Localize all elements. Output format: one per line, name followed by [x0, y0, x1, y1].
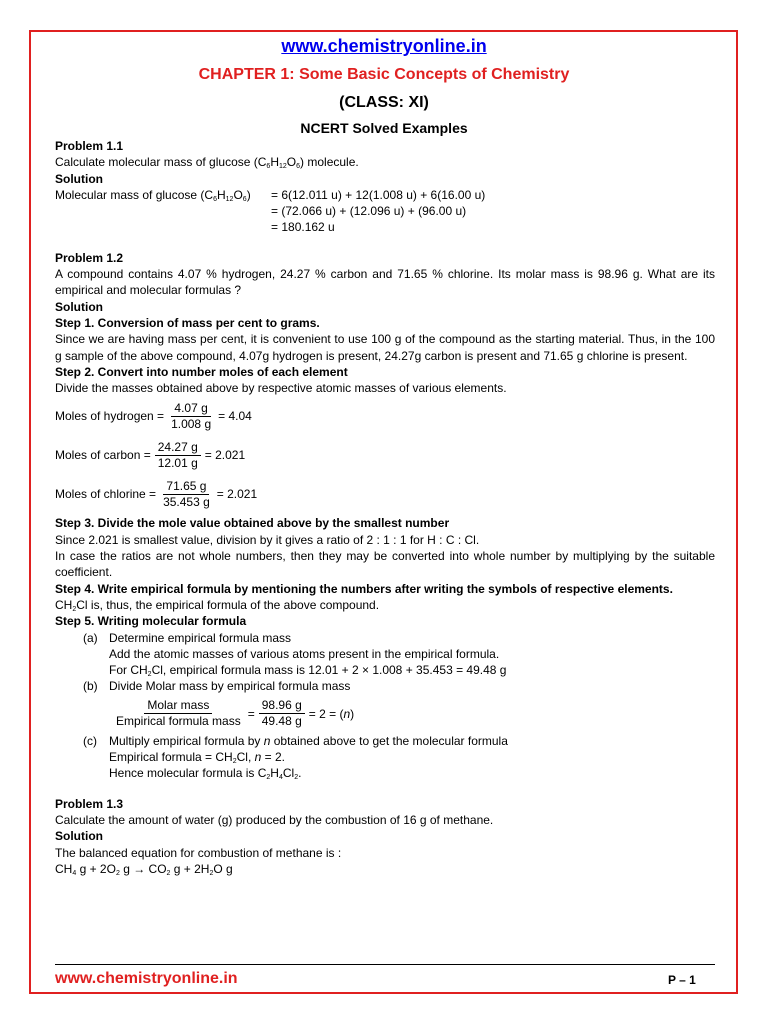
chapter-title: CHAPTER 1: Some Basic Concepts of Chemistry [198, 66, 570, 83]
step-3-line-1: Since 2.021 is smallest value, division by it gives a ratio of 2 : 1 : 1 for H : C : Cl. [55, 532, 480, 547]
problem-1-3-title: Problem 1.3 [55, 796, 124, 811]
calc-line: = (72.066 u) + (12.096 u) + (96.00 u) [271, 204, 467, 219]
step-5c-line-3: Hence molecular formula is $C_2H_4Cl_2$. [109, 766, 302, 782]
problem-1-3-line-1: The balanced equation for combustion of methane is : [55, 845, 342, 860]
step-4-title: Step 4. Write empirical formula by mentioning the numbers after writing the symbols of respective elements. [55, 581, 673, 596]
problem-1-1-title: Problem 1.1 [55, 139, 124, 153]
site-link-header[interactable]: www.chemistryonline.in [281, 36, 487, 56]
fraction: $\frac{98.96 g}{49.48 g}$ [259, 698, 305, 729]
footer-divider [55, 964, 715, 965]
molar-mass-ratio: $\frac{\text{Molar mass}}{\text{Empirical formula mass}}$ = $\frac{98.96 g}{49.48 g}$ = 2 = (n) [55, 695, 715, 733]
moles-chlorine: Moles of chlorine = $\frac{71.65 g}{35.453 g}$ = 2.021 [55, 478, 258, 509]
calc-line: = 180.162 u [271, 220, 335, 235]
calc-line: = 6(12.011 u) + 12(1.008 u) + 6(16.00 u) [271, 187, 486, 202]
molecular-mass-label: Molecular mass of glucose $(C_6H_{12}O_6)$ [55, 187, 251, 203]
step-2-text: Divide the masses obtained above by respective atomic masses of various elements. [55, 381, 507, 396]
step-5a: (a) Determine empirical formula mass [83, 630, 292, 645]
step-4-text: $CH_2Cl$ is, thus, the empirical formula of the above compound. [55, 597, 380, 613]
solution-label: Solution [55, 299, 103, 314]
document-body [55, 138, 715, 877]
step-3-line-2: In case the ratios are not whole numbers, then they may be converted into whole number by multiplying by the suitable coefficient. [55, 549, 715, 580]
step-5c: (c) Multiply empirical formula by n obtained above to get the molecular formula [83, 733, 508, 748]
site-link-footer[interactable]: www.chemistryonline.in [55, 970, 238, 987]
solution-label: Solution [55, 171, 103, 186]
fraction: $\frac{71.65 g}{35.453 g}$ [163, 478, 210, 509]
step-3-title: Step 3. Divide the mole value obtained above by the smallest number [55, 516, 450, 531]
moles-carbon: Moles of carbon = $\frac{24.27 g}{12.01 g}$ = 2.021 [55, 439, 246, 470]
step-2-title: Step 2. Convert into number moles of each element [55, 364, 348, 379]
combustion-equation: $CH_4$ $g + 2O_2$ $g \to CO_2$ $g + 2H_2O$ g [55, 861, 233, 877]
problem-1-2-title: Problem 1.2 [55, 250, 124, 265]
step-5a-line-3: For $CH_2Cl$, empirical formula mass is 12.01 + 2 × 1.008 + 35.453 = 49.48 g [109, 663, 507, 679]
step-5b: (b) Divide Molar mass by empirical formula mass [83, 679, 351, 694]
page-number: P – 1 [668, 973, 696, 987]
fraction: $\frac{\text{Molar mass}}{\text{Empirical formula mass}}$ [116, 698, 241, 729]
step-1-text: Since we are having mass per cent, it is convenient to use 100 g of the compound as the starting material. Thus, in the 100 g sample of the above compound, 4.07g hydrogen is present, 24.27g carbon is present and 71.65 g chlorine is present. [55, 332, 715, 363]
solution-label: Solution [55, 829, 103, 844]
fraction: $\frac{4.07 g}{1.008 g}$ [171, 400, 212, 431]
problem-1-3-question: Calculate the amount of water (g) produced by the combustion of 16 g of methane. [55, 812, 494, 827]
class-label: (CLASS: XI) [339, 94, 429, 111]
moles-hydrogen: Moles of hydrogen = $\frac{4.07 g}{1.008 g}$ = 4.04 [55, 400, 252, 431]
step-5-title: Step 5. Writing molecular formula [55, 614, 247, 629]
fraction: $\frac{24.27 g}{12.01 g}$ [155, 440, 201, 471]
problem-1-1-question: Calculate molecular mass of glucose $(C_6H_{12}O_6)$ molecule. [55, 155, 359, 171]
section-heading: NCERT Solved Examples [300, 120, 468, 136]
step-5c-line-2: Empirical formula = $CH_2Cl$, n = 2. [109, 750, 285, 766]
step-1-title: Step 1. Conversion of mass per cent to grams. [55, 315, 320, 330]
step-5a-line-2: Add the atomic masses of various atoms present in the empirical formula. [109, 646, 500, 661]
molecular-mass-calc [55, 187, 715, 236]
problem-1-2-question: A compound contains 4.07 % hydrogen, 24.27 % carbon and 71.65 % chlorine. Its molar mass is 98.96 g. What are its empirical and molecular formulas ? [55, 267, 715, 298]
